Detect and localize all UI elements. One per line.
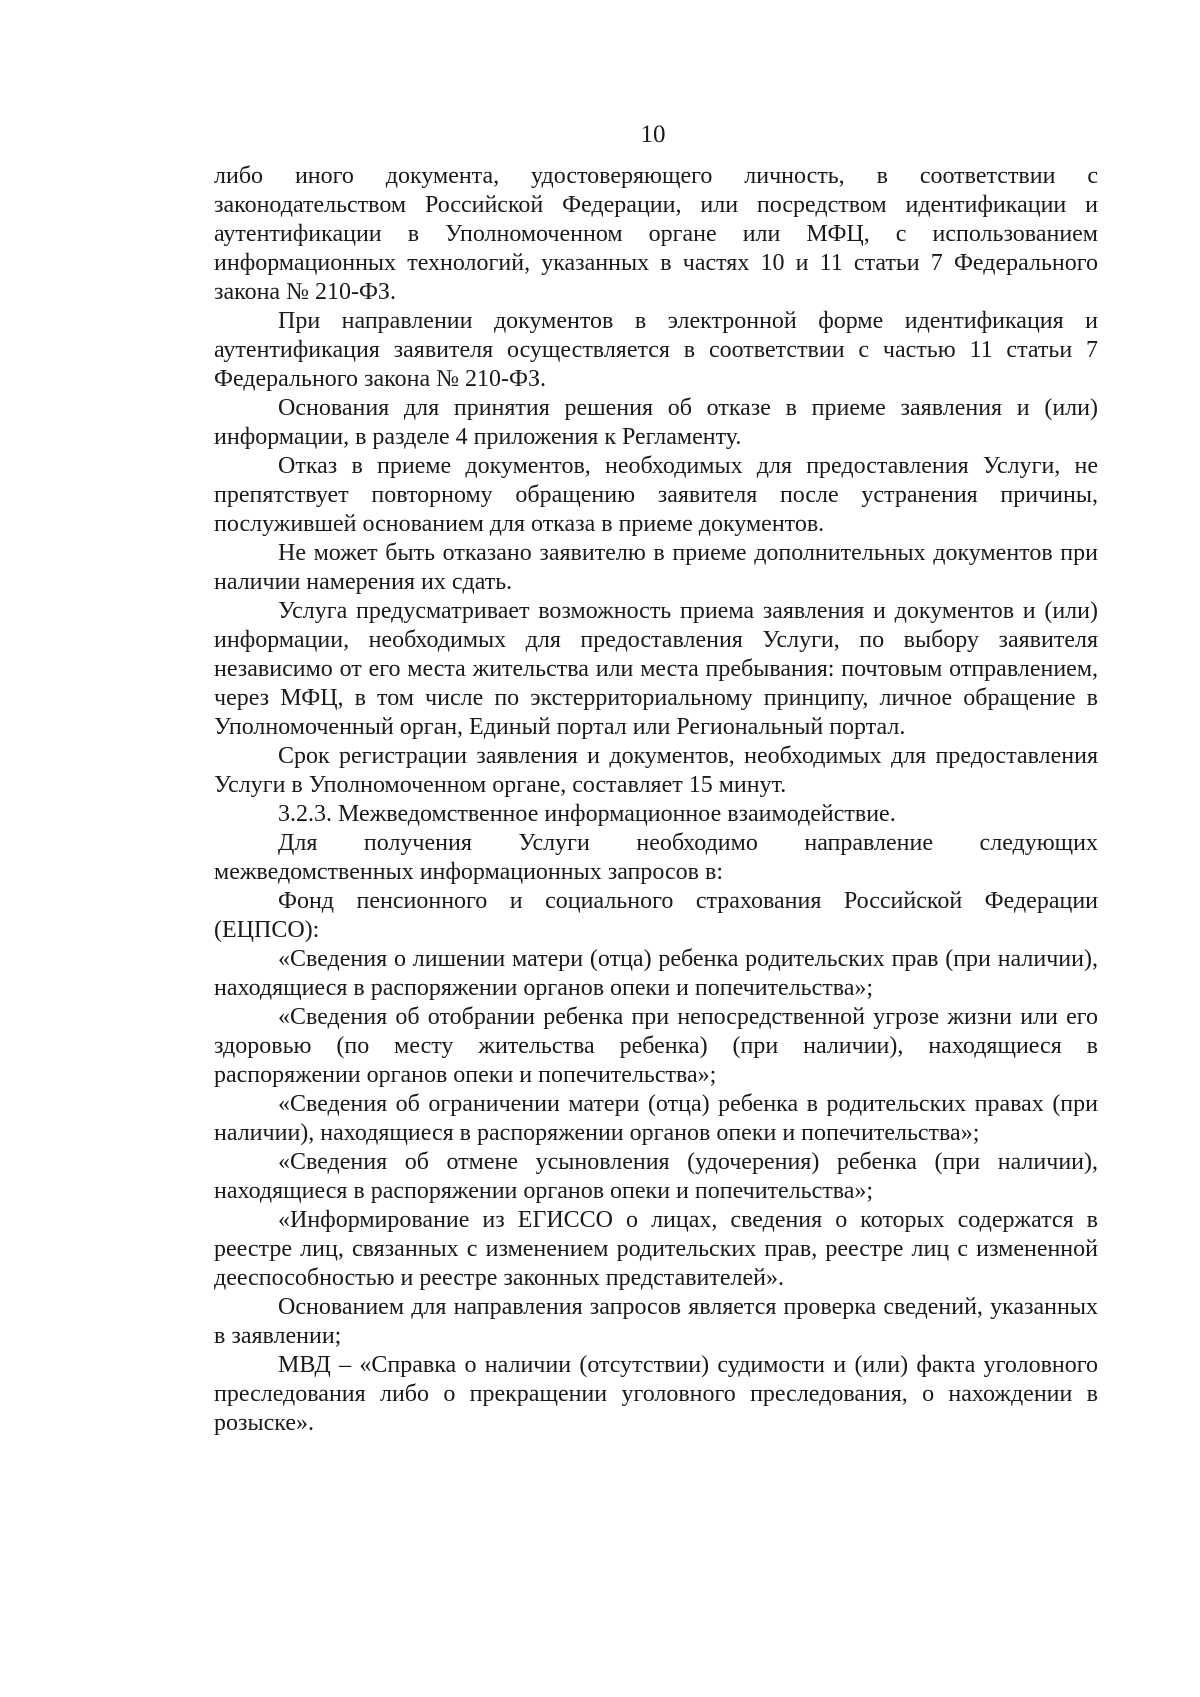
paragraph-additional-documents: Не может быть отказано заявителю в приеме дополнительных документов при наличии намерения их сдать. [214,540,1098,595]
page-number: 10 [640,121,666,148]
paragraph-refusal-grounds: Основания для принятия решения об отказе в приеме заявления и (или) информации, в разделе 4 приложения к Регламенту. [214,395,1098,450]
paragraph-submission-methods: Услуга предусматривает возможность приема заявления и документов и (или) информации, необходимых для предоставления Услуги, по выбору заявителя независимо от его места жительства или места пребывания: почтовым отправлением, через МФЦ, в том числе по экстерриториальному принципу, личное обращение в Уполномоченный орган, Единый портал или Региональный портал. [214,598,1098,740]
list-item-egisso-info: «Информирование из ЕГИССО о лицах, сведения о которых содержатся в реестре лиц, связанных с изменением родительских прав, реестре лиц с измененной дееспособностью и реестре законных представителей». [214,1207,1098,1291]
document-body [214,162,1098,1438]
paragraph-fund-name: Фонд пенсионного и социального страхования Российской Федерации (ЕЦПСО): [214,888,1098,943]
list-item-child-removal: «Сведения об отобрании ребенка при непосредственной угрозе жизни или его здоровью (по месту жительства ребенка) (при наличии), находящиеся в распоряжении органов опеки и попечительства»; [214,1004,1098,1088]
paragraph-registration-term: Срок регистрации заявления и документов, необходимых для предоставления Услуги в Уполномоченном органе, составляет 15 минут. [214,743,1098,798]
list-item-adoption-cancel: «Сведения об отмене усыновления (удочерения) ребенка (при наличии), находящиеся в распоряжении органов опеки и попечительства»; [214,1149,1098,1204]
paragraph-refusal-no-obstacle: Отказ в приеме документов, необходимых для предоставления Услуги, не препятствует повторному обращению заявителя после устранения причины, послужившей основанием для отказа в приеме документов. [214,453,1098,537]
paragraph-electronic-identification: При направлении документов в электронной форме идентификация и аутентификация заявителя осуществляется в соответствии с частью 11 статьи 7 Федерального закона № 210-ФЗ. [214,308,1098,392]
paragraph-continuation: либо иного документа, удостоверяющего личность, в соответствии с законодательством Российской Федерации, или посредством идентификации и аутентификации в Уполномоченном органе или МФЦ, с использованием информационных технологий, указанных в частях 10 и 11 статьи 7 Федерального закона № 210-ФЗ. [214,163,1098,305]
section-heading-3-2-3: 3.2.3. Межведомственное информационное взаимодействие. [278,801,896,827]
paragraph-requests-basis: Основанием для направления запросов является проверка сведений, указанных в заявлении; [214,1294,1098,1349]
paragraph-mvd-request: МВД – «Справка о наличии (отсутствии) судимости и (или) факта уголовного преследования либо о прекращении уголовного преследования, о нахождении в розыске». [214,1352,1098,1436]
list-item-deprivation-rights: «Сведения о лишении матери (отца) ребенка родительских прав (при наличии), находящиеся в распоряжении органов опеки и попечительства»; [214,946,1098,1001]
paragraph-requests-intro: Для получения Услуги необходимо направление следующих межведомственных информационных запросов в: [214,830,1098,885]
list-item-rights-restriction: «Сведения об ограничении матери (отца) ребенка в родительских правах (при наличии), находящиеся в распоряжении органов опеки и попечительства»; [214,1091,1098,1146]
